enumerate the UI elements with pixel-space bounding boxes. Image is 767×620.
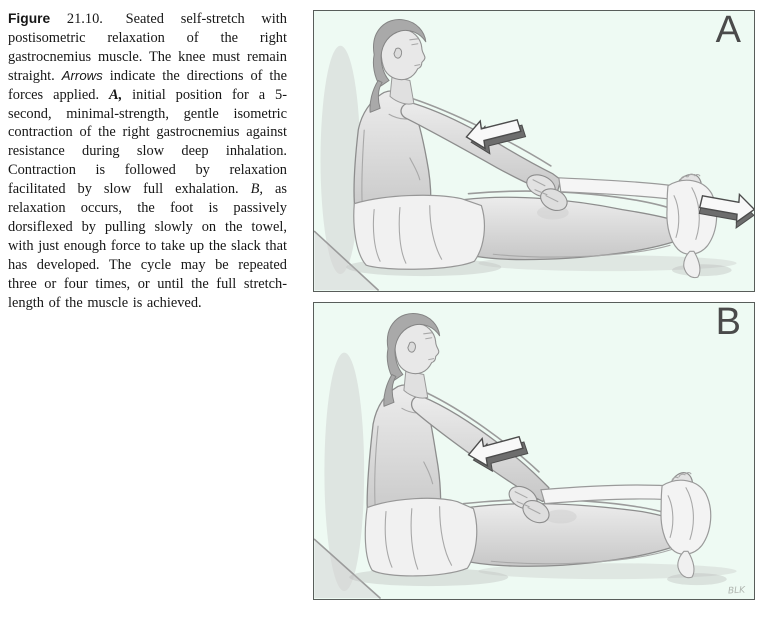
caption-segment: B, (250, 181, 263, 198)
seated-figure (354, 20, 709, 270)
figure-panel-a (313, 10, 755, 292)
caption-segment: as relaxation occurs, the foot is passively dorsiflexed by pulling slowly on the towel, with just enough force to take up the slack that has developed. The cycle may be repeated three or four times, or until the full stretch-length of the muscle is achieved. (8, 181, 287, 311)
caption-segment: Arrows (61, 67, 103, 83)
figure-caption (8, 10, 287, 313)
illustration-seated-stretch-b (314, 303, 754, 599)
panel-label-a: A (715, 9, 741, 51)
caption-segment: Figure (8, 11, 51, 26)
caption-segment: indicate the directions of the forces applied. (8, 67, 287, 103)
illustration-seated-stretch-a (314, 11, 754, 291)
figure-panel-b (313, 302, 755, 600)
panel-label-b: B (715, 301, 741, 343)
caption-segment: Seated self-stretch with postisometric relaxation of the right gastrocnemius muscle. The knee must remain straight. (8, 11, 287, 84)
caption-segment: initial position for a 5-second, minimal-strength, gentle isometric contraction of the right gastrocnemius against resistance during slow deep inhalation. Contraction is followed by relaxation facilitated by slow full exhalation. (8, 86, 288, 198)
caption-segment: A, (109, 86, 123, 103)
caption-segment: 21.10. (50, 11, 103, 27)
artist-signature: BLK (727, 585, 746, 597)
seated-figure (365, 314, 701, 576)
